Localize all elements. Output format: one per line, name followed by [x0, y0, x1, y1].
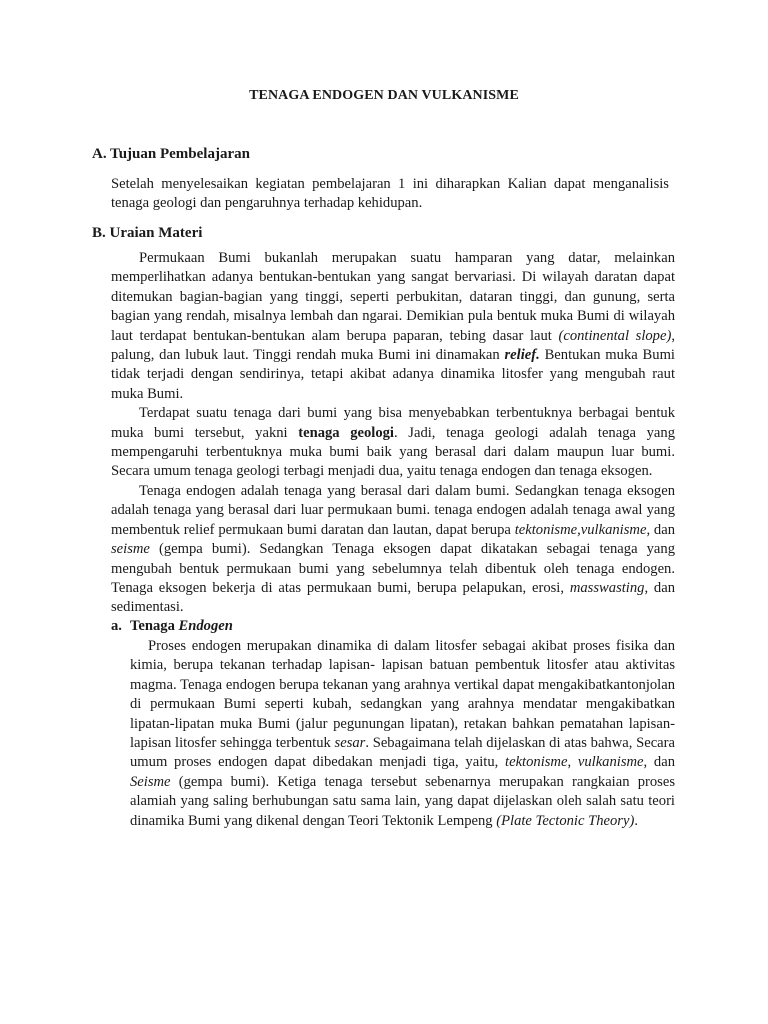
text-run: , palung, dan lubuk laut. Tinggi rendah muka Bumi ini dinamakan [111, 327, 675, 364]
paragraph-tenaga-geologi [111, 404, 675, 482]
italic-term: masswasting [569, 579, 645, 596]
italic-term: (Plate Tectonic Theory) [496, 812, 635, 829]
text-run: , dan [643, 754, 675, 771]
italic-term: tektonisme,vulkanisme [514, 521, 647, 538]
italic-term: seisme [111, 541, 150, 558]
paragraph-proses-endogen [130, 637, 675, 831]
text-run: , dan sedimentasi. [111, 579, 676, 616]
list-marker: a. [111, 618, 122, 634]
text-run: Tenaga endogen adalah tenaga yang berasal dari dalam bumi. Sedangkan tenaga eksogen adalah tenaga yang berasal dari luar permukaan bumi. tenaga endogen adalah tenaga awal yang membentuk relief permukaan bumi daratan dan lautan, dapat berupa [111, 482, 675, 538]
text-run: Bentukan muka Bumi tidak terjadi dengan sendirinya, tetapi akibat adanya dinamika litosfer yang mengubah raut muka Bumi. [111, 347, 675, 402]
text-run: (gempa bumi). Ketiga tenaga tersebut sebenarnya merupakan rangkaian proses alamiah yang saling berhubungan satu sama lain, yang dapat dijelaskan oleh salah satu teori dinamika Bumi yang dikenal dengan Teori Tektonik Lempeng [130, 773, 675, 829]
text-run: (gempa bumi). Sedangkan Tenaga eksogen dapat dikatakan sebagai tenaga yang mengubah bentuk permukaan bumi yang sebelumnya telah dibentuk oleh tenaga endogen. Tenaga eksogen bekerja di atas permukaan bumi, berupa pelapukan, erosi, [111, 541, 675, 596]
bold-term: tenaga geologi [298, 424, 394, 441]
text-run: Terdapat suatu tenaga dari bumi yang bisa menyebabkan terbentuknya berbagai bentuk muka bumi tersebut, yakni [111, 405, 675, 441]
text-run: . [634, 812, 638, 829]
paragraph-endogen-eksogen [111, 482, 675, 618]
text-run: Proses endogen merupakan dinamika di dalam litosfer sebagai akibat proses fisika dan kimia, berupa tekanan terhadap lapisan- lapisan batuan pembentuk litosfer atau aktivitas magma. Tenaga endogen berupa tekanan yang arahnya vertikal dapat mengakibatkantonjolan di permukaan Bumi seperti kubah, sedangkan yang arahnya mendatar mengakibatkan lipatan-lipatan muka Bumi (jalur pegunungan lipatan), retakan bahkan pematahan lapisan-lapisan litosfer sehingga terbentuk [130, 638, 675, 752]
text-run: . Sebagaimana telah dijelaskan di atas bahwa, Secara umum proses endogen dapat dibedakan menjadi tiga, yaitu, [130, 735, 675, 771]
text-run: Permukaan Bumi bukanlah merupakan suatu hamparan yang datar, melainkan memperlihatkan adanya bentukan-bentukan yang sangat bervariasi. Di wilayah daratan dapat ditemukan bagian-bagian yang tinggi, seperti perbukitan, dataran tinggi, dan gunung, serta bagian yang rendah, misalnya lembah dan ngarai. Demikian pula bentuk muka Bumi di wilayah laut terdapat bentukan-bentukan alam berupa paparan, tebing dasar laut [111, 250, 675, 344]
subsection-a-heading [111, 618, 233, 635]
paragraph-relief [111, 249, 675, 404]
section-b-body [111, 249, 675, 618]
text-run: . Jadi, tenaga geologi adalah tenaga yang mempengaruhi terbentuknya muka bumi baik yang berasal dari dalam maupun luar bumi. Secara umum tenaga geologi terbagi menjadi dua, yaitu tenaga endogen dan tenaga eksogen. [111, 424, 675, 480]
bold-italic-term: relief. [504, 347, 540, 364]
text-run: , [567, 754, 578, 771]
section-a-text: Setelah menyelesaikan kegiatan pembelajaran 1 ini diharapkan Kalian dapat menganalisis tenaga geologi dan pengaruhnya terhadap kehidupan. [111, 176, 669, 212]
subsection-label: Tenaga [130, 618, 179, 634]
document-title: TENAGA ENDOGEN DAN VULKANISME [249, 88, 519, 103]
text-run: , dan [646, 521, 675, 538]
italic-term: tektonisme [505, 754, 568, 771]
italic-term: vulkanisme [577, 754, 644, 771]
subsection-label-italic: Endogen [178, 618, 233, 634]
section-a-heading: A. Tujuan Pembelajaran [92, 146, 250, 162]
italic-term: Seisme [130, 773, 171, 790]
italic-term: (continental slope) [558, 327, 672, 344]
subsection-a-body [130, 637, 675, 831]
italic-term: sesar [334, 735, 366, 752]
section-a-paragraph [111, 175, 669, 214]
section-b-heading: B. Uraian Materi [92, 225, 203, 241]
